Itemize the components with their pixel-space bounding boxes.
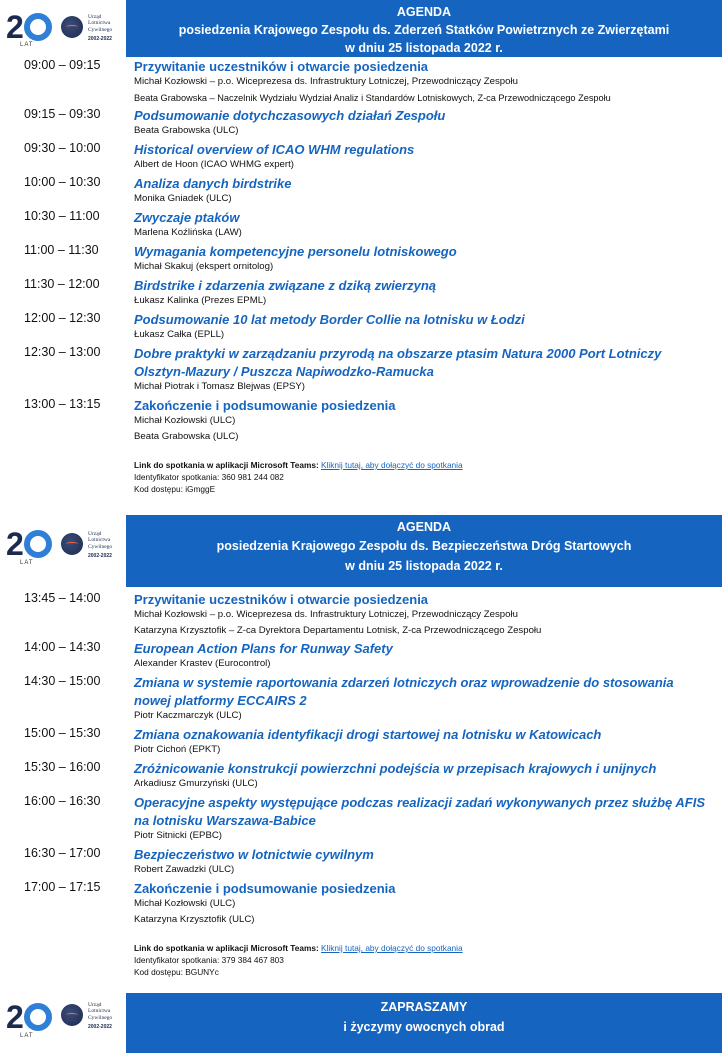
svg-text:2: 2 xyxy=(6,999,24,1035)
item-time: 14:00 – 14:30 xyxy=(24,640,101,654)
item-time: 09:00 – 09:15 xyxy=(24,58,101,72)
item-speaker: Arkadiusz Gmurzyński (ULC) xyxy=(134,778,258,789)
agenda-banner-1 xyxy=(126,0,722,57)
item-time: 09:15 – 09:30 xyxy=(24,107,101,121)
ulc-seal-icon xyxy=(61,1004,83,1026)
logo-lat-text: LAT xyxy=(20,1033,34,1039)
item-title: Zróżnicowanie konstrukcji powierzchni podejścia w przepisach krajowych i unijnych xyxy=(134,761,657,776)
closing-wishes: i życzymy owocnych obrad xyxy=(343,1020,505,1034)
item-speaker: Michał Kozłowski (ULC) xyxy=(134,415,236,426)
item-title: Birdstrike i zdarzenia związane z dziką zwierzyną xyxy=(134,278,436,293)
item-title: Bezpieczeństwo w lotnictwie cywilnym xyxy=(134,847,374,862)
item-time: 11:00 – 11:30 xyxy=(24,243,99,257)
item-title: Zwyczaje ptaków xyxy=(134,210,240,225)
closing-banner xyxy=(126,993,722,1053)
teams-info xyxy=(134,942,463,978)
item-time: 13:45 – 14:00 xyxy=(24,591,101,605)
item-title: Podsumowanie 10 lat metody Border Collie na lotnisku w Łodzi xyxy=(134,312,525,327)
item-title: Zakończenie i podsumowanie posiedzenia xyxy=(134,398,396,413)
item-time: 11:30 – 12:00 xyxy=(24,277,100,291)
teams-label: Link do spotkania w aplikacji Microsoft Teams: xyxy=(134,460,319,470)
agenda-date: w dniu 25 listopada 2022 r. xyxy=(345,559,503,573)
agenda-subtitle: posiedzenia Krajowego Zespołu ds. Bezpieczeństwa Dróg Startowych xyxy=(216,539,632,553)
closing-invite: ZAPRASZAMY xyxy=(380,1000,468,1014)
anniversary-20-logo xyxy=(6,998,52,1038)
item-title: Analiza danych birdstrike xyxy=(134,176,292,191)
item-speaker: Piotr Cichoń (EPKT) xyxy=(134,744,221,755)
agenda-section-1 xyxy=(0,0,722,512)
item-time: 15:00 – 15:30 xyxy=(24,726,101,740)
ulc-logo xyxy=(0,515,126,587)
logo-years: 2002-2022 xyxy=(88,553,112,559)
access-code: Kod dostępu: iGmggE xyxy=(134,484,216,494)
item-title: Historical overview of ICAO WHM regulations xyxy=(134,142,415,157)
item-speaker: Monika Gniadek (ULC) xyxy=(134,193,232,204)
item-time: 17:00 – 17:15 xyxy=(24,880,101,894)
item-speaker: Albert de Hoon (ICAO WHMG expert) xyxy=(134,159,294,170)
logo-years: 2002-2022 xyxy=(88,1024,112,1030)
item-time: 10:30 – 11:00 xyxy=(24,209,100,223)
item-time: 15:30 – 16:00 xyxy=(24,760,101,774)
ulc-logo xyxy=(0,993,126,1053)
item-speaker: Alexander Krastev (Eurocontrol) xyxy=(134,658,271,669)
item-time: 10:00 – 10:30 xyxy=(24,175,101,189)
item-speaker: Piotr Kaczmarczyk (ULC) xyxy=(134,710,242,721)
item-speaker: Beata Grabowska – Naczelnik Wydziału Wydział Analiz i Standardów Lotniskowych, Z-ca Przewodniczącego Zespołu xyxy=(134,93,611,103)
item-title: Zmiana oznakowania identyfikacji drogi startowej na lotnisku w Katowicach xyxy=(134,727,602,742)
item-speaker: Robert Zawadzki (ULC) xyxy=(134,864,235,875)
item-speaker: Katarzyna Krzysztofik (ULC) xyxy=(134,914,255,925)
logo-org-name: Urząd Lotnictwa Cywilnego xyxy=(88,531,113,550)
item-speaker: Łukasz Kalinka (Prezes EPML) xyxy=(134,295,267,306)
anniversary-20-logo xyxy=(6,525,52,565)
item-time: 16:00 – 16:30 xyxy=(24,794,101,808)
item-title: Zmiana w systemie raportowania zdarzeń lotniczych oraz wprowadzenie do stosowania nowej platformy ECCAIRS 2 xyxy=(134,675,674,708)
item-title: Dobre praktyki w zarządzaniu przyrodą na obszarze ptasim Natura 2000 Port Lotniczy Olsztyn-Mazury / Puszcza Napiwodzko-Ramucka xyxy=(134,346,662,379)
teams-join-link[interactable]: Kliknij tutaj, aby dołączyć do spotkania xyxy=(321,943,463,953)
logo-org-name: Urząd Lotnictwa Cywilnego xyxy=(88,1002,113,1021)
ulc-logo xyxy=(0,0,126,57)
item-title: Wymagania kompetencyjne personelu lotniskowego xyxy=(134,244,457,259)
svg-text:2: 2 xyxy=(6,526,24,562)
item-speaker: Michał Kozłowski – p.o. Wiceprezesa ds. Infrastruktury Lotniczej, Przewodniczący Zespołu xyxy=(134,609,518,620)
item-title: European Action Plans for Runway Safety xyxy=(134,641,393,656)
item-time: 14:30 – 15:00 xyxy=(24,674,101,688)
item-time: 16:30 – 17:00 xyxy=(24,846,101,860)
agenda-heading: AGENDA xyxy=(396,5,452,19)
svg-text:2: 2 xyxy=(6,9,24,45)
item-title: Przywitanie uczestników i otwarcie posiedzenia xyxy=(134,592,429,607)
logo-years: 2002-2022 xyxy=(88,36,112,42)
item-speaker: Łukasz Całka (EPLL) xyxy=(134,329,225,340)
logo-org-name: Urząd Lotnictwa Cywilnego xyxy=(88,14,113,33)
agenda-date: w dniu 25 listopada 2022 r. xyxy=(345,41,503,55)
item-speaker: Michał Piotrak i Tomasz Blejwas (EPSY) xyxy=(134,381,305,392)
meeting-id: Identyfikator spotkania: 360 981 244 082 xyxy=(134,472,284,482)
item-time: 12:00 – 12:30 xyxy=(24,311,101,325)
logo-lat-text: LAT xyxy=(20,560,34,566)
item-title: Operacyjne aspekty występujące podczas realizacji zadań wykonywanych przez służbę AFIS na lotnisku Warszawa-Babice xyxy=(134,795,706,828)
access-code: Kod dostępu: BGUNYc xyxy=(134,967,219,977)
agenda-subtitle: posiedzenia Krajowego Zespołu ds. Zderzeń Statków Powietrznych ze Zwierzętami xyxy=(178,23,670,37)
meeting-id: Identyfikator spotkania: 379 384 467 803 xyxy=(134,955,284,965)
item-title: Podsumowanie dotychczasowych działań Zespołu xyxy=(134,108,446,123)
agenda-heading: AGENDA xyxy=(396,520,452,534)
item-speaker: Beata Grabowska (ULC) xyxy=(134,431,239,442)
item-time: 13:00 – 13:15 xyxy=(24,397,101,411)
item-title: Przywitanie uczestników i otwarcie posiedzenia xyxy=(134,59,429,74)
item-speaker: Michał Skakuj (ekspert ornitolog) xyxy=(134,261,274,272)
item-speaker: Beata Grabowska (ULC) xyxy=(134,125,239,136)
ulc-seal-icon xyxy=(61,533,83,555)
item-speaker: Piotr Sitnicki (EPBC) xyxy=(134,830,222,841)
teams-label: Link do spotkania w aplikacji Microsoft Teams: xyxy=(134,943,319,953)
teams-info xyxy=(134,459,463,495)
agenda-section-2 xyxy=(0,515,722,990)
logo-lat-text: LAT xyxy=(20,42,34,48)
item-speaker: Marlena Koźlińska (LAW) xyxy=(134,227,242,238)
item-time: 12:30 – 13:00 xyxy=(24,345,101,359)
item-speaker: Michał Kozłowski – p.o. Wiceprezesa ds. Infrastruktury Lotniczej, Przewodniczący Zespołu xyxy=(134,76,518,87)
closing-section xyxy=(0,993,722,1053)
agenda-banner-2 xyxy=(126,515,722,587)
item-time: 09:30 – 10:00 xyxy=(24,141,101,155)
item-title: Zakończenie i podsumowanie posiedzenia xyxy=(134,881,396,896)
item-speaker: Katarzyna Krzysztofik – Z-ca Dyrektora Departamentu Lotnisk, Z-ca Przewodniczącego Zespołu xyxy=(134,625,542,636)
item-speaker: Michał Kozłowski (ULC) xyxy=(134,898,236,909)
ulc-seal-icon xyxy=(61,16,83,38)
teams-join-link[interactable]: Kliknij tutaj, aby dołączyć do spotkania xyxy=(321,460,463,470)
